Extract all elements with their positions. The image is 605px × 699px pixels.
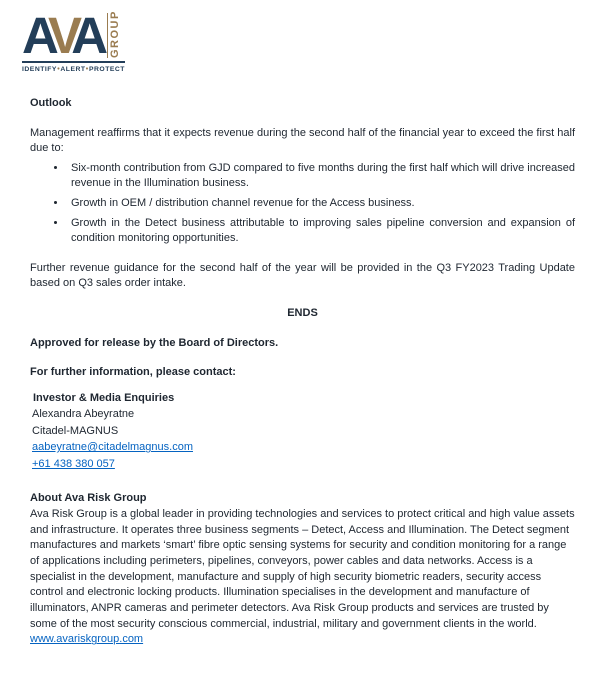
contact-person-name: Alexandra Abeyratne xyxy=(32,408,135,421)
contact-group-title: Investor & Media Enquiries xyxy=(33,391,175,404)
contact-company-name: Citadel-MAGNUS xyxy=(32,424,119,437)
logo-vertical-divider xyxy=(107,13,108,58)
tagline-word-identify: IDENTIFY xyxy=(22,66,57,73)
guidance-paragraph: Further revenue guidance for the second half of the year will be provided in the Q3 FY2023 Trading Update based on Q3 sales order intake. xyxy=(30,261,575,290)
contact-phone-link[interactable]: +61 438 380 057 xyxy=(32,457,115,470)
contact-email-link[interactable]: aabeyratne@citadelmagnus.com xyxy=(32,441,193,454)
document-body xyxy=(30,96,575,648)
outlook-heading: Outlook xyxy=(30,97,72,109)
logo-letter-v: V xyxy=(48,7,72,64)
bullet-item-detect-growth: • Growth in the Detect business attributable to improving sales pipeline conversion and expansion of condition monitoring opportunities. xyxy=(67,216,575,247)
tagline-separator-icon: • xyxy=(85,66,89,73)
tagline-word-protect: PROTECT xyxy=(88,66,125,73)
approval-statement: Approved for release by the Board of Directors. xyxy=(30,336,279,349)
about-heading: About Ava Risk Group xyxy=(30,492,147,505)
about-body-text: Ava Risk Group is a global leader in providing technologies and services to protect critical and high value assets and infrastructure. It operates three business segments – Detect, Access and Illumination. The Detect segment manufactures and markets ‘smart’ fibre optic sensing systems for security and condition monitoring for a range of applications including perimeters, pipelines, conveyors, power cables and data networks. Access is a specialist in the development, manufacture and supply of high security biometric readers, security access control and electronic locking products. Illumination specialises in the development and manufacture of illuminators, ANPR cameras and perimeter detectors. Ava Risk Group products and services are trusted by some of the most security conscious commercial, industrial, military and government clients in the world. xyxy=(30,507,575,630)
logo-wordmark xyxy=(22,7,134,64)
tagline-word-alert: ALERT xyxy=(60,66,86,73)
ends-marker: ENDS xyxy=(287,306,318,319)
logo-letter-a1: A xyxy=(22,7,49,64)
logo-tagline xyxy=(22,66,125,73)
logo-letter-a2: A xyxy=(71,7,102,64)
outlook-intro-paragraph: Management reaffirms that it expects revenue during the second half of the financial year to exceed the first half due to: xyxy=(30,126,575,155)
about-paragraph xyxy=(30,507,575,648)
about-section xyxy=(30,491,575,648)
bullet-item-gjd-contribution: • Six-month contribution from GJD compared to five months during the first half which will drive increased revenue in the Illumination business. xyxy=(67,161,575,192)
logo-group-label: GROUP xyxy=(109,10,122,58)
contact-block xyxy=(30,390,575,473)
bullet-item-oem-growth: • Growth in OEM / distribution channel revenue for the Access business. xyxy=(67,196,575,212)
outlook-bullet-list xyxy=(30,161,575,247)
contact-heading: For further information, please contact: xyxy=(30,366,236,379)
tagline-separator-icon: • xyxy=(57,66,61,73)
about-website-link[interactable]: www.avariskgroup.com xyxy=(30,633,144,646)
ava-group-logo xyxy=(22,7,134,73)
logo-group-block xyxy=(107,10,121,58)
logo-ava-letters xyxy=(22,7,102,64)
